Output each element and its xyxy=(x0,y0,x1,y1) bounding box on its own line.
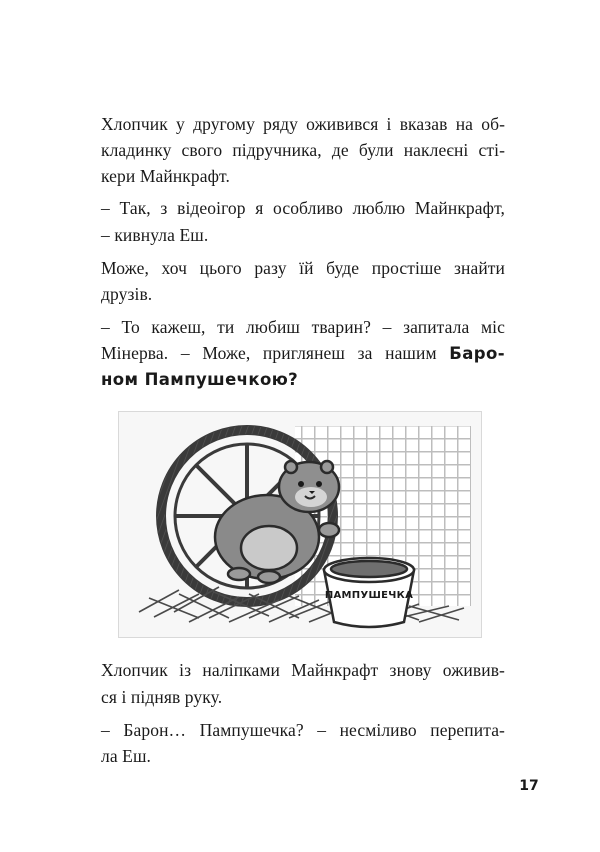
text-line: Хлопчик із наліпками Майнкрафт знову оживив- xyxy=(101,660,505,680)
dialog-line xyxy=(101,342,505,365)
hamster-illustration xyxy=(118,411,482,638)
text-line: ся і підняв руку. xyxy=(101,687,223,707)
text-line: кери Майнкрафт. xyxy=(101,166,230,186)
dialog-line: ла Еш. xyxy=(101,746,152,766)
text-line: Хлопчик у другому ряду оживився і вказав на об- xyxy=(101,114,505,134)
text-line: друзів. xyxy=(101,284,153,304)
dialog-line: – Так, з відеоігор я особливо люблю Майнкрафт, xyxy=(101,198,505,218)
dialog-line: – То кажеш, ти любиш тварин? – запитала міс xyxy=(101,317,505,337)
dialog-text: Мінерва. – Може, приглянеш за нашим xyxy=(101,343,450,363)
bowl-label: ПАМПУШЕЧКА xyxy=(324,590,414,601)
hamster-wheel-drawing xyxy=(119,412,481,637)
text-line: Може, хоч цього разу їй буде простіше знайти xyxy=(101,258,505,278)
hamster-name-bold: Баро- xyxy=(449,344,505,363)
dialog-line: – Барон… Пампушечка? – несміливо перепита- xyxy=(101,720,505,740)
page-number: 17 xyxy=(519,778,539,794)
hamster-name-bold: ном Пампушечкою? xyxy=(101,370,299,389)
text-line: кладинку свого підручника, де були наклеєні сті- xyxy=(101,140,505,160)
dialog-line: – кивнула Еш. xyxy=(101,225,209,245)
